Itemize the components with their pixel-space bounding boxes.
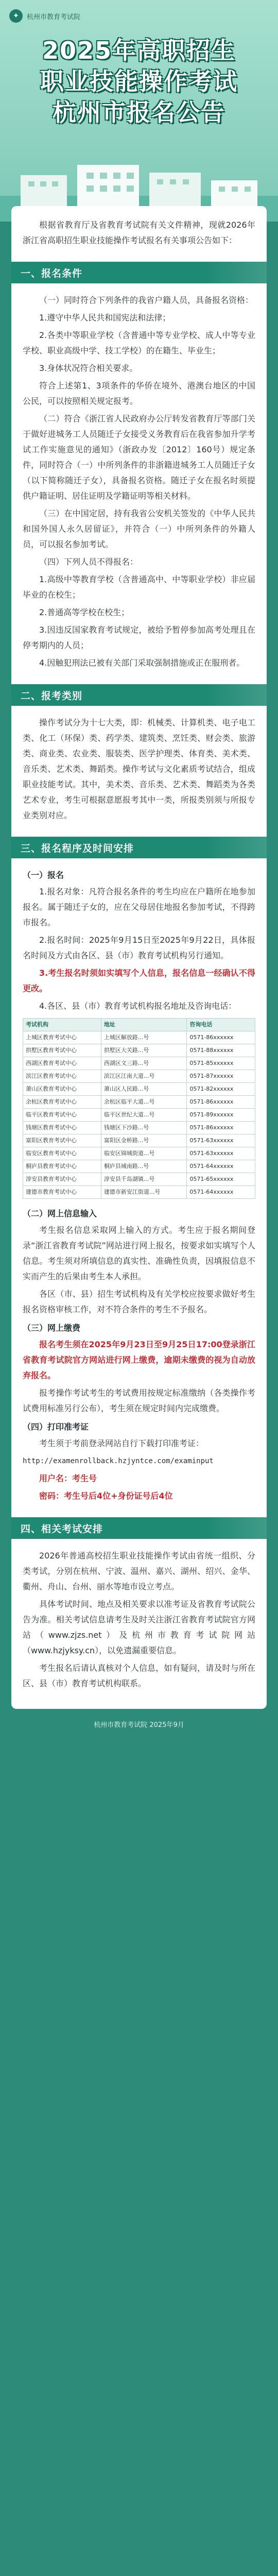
paragraph: （二）符合《浙江省人民政府办公厅转发省教育厅等部门关于做好进城务工人员随迁子女接受义务教育后在我省参加升学考试工作实施意见的通知》（浙政办发〔2012〕160号）规定条件，同时符合（一）中所列条件的非浙籍进城务工人员随迁子女（以下简称随迁子女），具备报名资格。随迁子女在报名时须提供户籍证明、居住证明及学籍证明等相关材料。	[23, 414, 255, 501]
section-header-procedure	[11, 837, 267, 858]
table-cell: 余杭区临平大道...号	[101, 1096, 186, 1109]
table-cell: 萧山区人民路...号	[101, 1083, 186, 1096]
sub-title: （四）打印准考证	[23, 1422, 89, 1432]
highlight-paragraph	[23, 965, 255, 996]
table-row	[23, 1186, 255, 1199]
footer: 杭州市教育考试院 2025年9月	[94, 1721, 184, 1729]
table-cell: 临安区锦城街道...号	[101, 1147, 186, 1160]
paragraph: 1.报名对象：凡符合报名条件的考生均应在户籍所在地参加报名。属于随迁子女的，应在父母居住地报名参加考试，不得跨市报名。	[23, 887, 255, 927]
table-cell: 滨江区江南大道...号	[101, 1070, 186, 1083]
list-item: 1.高级中等教育学校（含普通高中、中等职业学校）非应届毕业的在校生；	[23, 574, 255, 600]
table-row	[23, 1070, 255, 1083]
table-header-cell: 咨询电话	[187, 1019, 255, 1031]
table-cell: 西湖区文三路...号	[101, 1057, 186, 1070]
table-cell: 余杭区教育考试中心	[23, 1096, 101, 1109]
table-cell: 建德市教育考试中心	[23, 1186, 101, 1199]
table-cell: 建德市新安江街道...号	[101, 1186, 186, 1199]
list-item: 3.因违反国家教育考试规定，被给予暂停参加高考处理且在停考期内的人员；	[23, 625, 255, 650]
list-item: 4.因触犯刑法已被有关部门采取强制措施或正在服刑者。	[39, 658, 245, 668]
table-header-cell: 考试机构	[23, 1019, 101, 1031]
table-row	[23, 1031, 255, 1044]
paragraph: 考生报名信息采取网上输入的方式。考生应于报名期间登录“浙江省教育考试院”网站进行网上报名，按要求如实填写个人信息。考生须对所填信息的真实性、准确性负责，因填报信息不实而产生的后果由考生本人承担。	[23, 1225, 255, 1281]
table-header-row	[23, 1019, 255, 1031]
table-cell: 桐庐县教育考试中心	[23, 1160, 101, 1173]
username-text: 用户名：考生号	[39, 1473, 97, 1483]
table-row	[23, 1134, 255, 1147]
table-row	[23, 1057, 255, 1070]
table-cell: 淳安县千岛湖镇...号	[101, 1173, 186, 1186]
paragraph	[23, 1471, 255, 1486]
table-row	[23, 1147, 255, 1160]
sub-title: （二）网上信息输入	[23, 1209, 97, 1218]
list-item: 1.遵守中华人民共和国宪法和法律；	[39, 313, 171, 323]
table-cell: 0571-63xxxxxx	[187, 1147, 255, 1160]
list-item: 2.各类中等职业学校（含普通中等专业学校、成人中等专业学校、职业高级中学、技工学校）的在籍生、毕业生；	[23, 330, 255, 355]
table-cell: 临平区教育考试中心	[23, 1109, 101, 1122]
title-line-2: 职业技能操作考试	[40, 67, 238, 95]
table-row	[23, 1109, 255, 1122]
paragraph: （三）在中国定居，持有我省公安机关签发的《中华人民共和国外国人永久居留证》，并符合（一）中所列条件的外籍人员，可以报名参加考试。	[23, 509, 255, 549]
table-cell: 桐庐县城南路...号	[101, 1160, 186, 1173]
paragraph: 操作考试分为十七大类，即：机械类、计算机类、电子电工类、化工（环保）类、药学类、建筑类、烹饪类、财会类、旅游类、商业类、农业类、服装类、医学护理类、体育类、美术类、音乐类、艺术类、舞蹈类。操作考试与文化素质考试结合，组成职业技能考试。其中，美术类、音乐类、艺术类、舞蹈类为各类艺术专业，考生可根据意愿报考其中一类，所报类别须与所报专业类别对应。	[23, 718, 255, 820]
table-cell: 拱墅区大关路...号	[101, 1044, 186, 1057]
paragraph: 4.各区、县（市）教育考试机构报名地址及咨询电话：	[39, 1001, 237, 1011]
section-header-categories	[11, 684, 267, 706]
table-cell: 滨江区教育考试中心	[23, 1070, 101, 1083]
table-cell: 0571-64xxxxxx	[187, 1160, 255, 1173]
section-title: 一、报名条件	[21, 267, 83, 279]
table-row	[23, 1160, 255, 1173]
table-row	[23, 1096, 255, 1109]
logo-icon: ✦	[9, 9, 23, 23]
table-body	[23, 1031, 255, 1199]
section-header-exam	[11, 1517, 267, 1539]
sub-title: （一）报名	[23, 870, 64, 880]
table-row	[23, 1173, 255, 1186]
table-cell: 0571-86xxxxxx	[187, 1031, 255, 1044]
table-cell: 0571-86xxxxxx	[187, 1096, 255, 1109]
table-header-cell: 地址	[101, 1019, 186, 1031]
table-cell: 0571-87xxxxxx	[187, 1070, 255, 1083]
paragraph: 符合上述第1、3项条件的华侨在境外、港澳台地区的中国公民，可以按照相关规定报考。	[23, 381, 255, 406]
table-cell: 0571-82xxxxxx	[187, 1083, 255, 1096]
title-line-3: 杭州市报名公告	[53, 98, 225, 126]
table-cell: 拱墅区教育考试中心	[23, 1044, 101, 1057]
table-row	[23, 1122, 255, 1134]
table-cell: 0571-89xxxxxx	[187, 1109, 255, 1122]
table-cell: 0571-63xxxxxx	[187, 1134, 255, 1147]
section-title: 四、相关考试安排	[21, 1523, 103, 1535]
highlight-text: 3.考生报名时须如实填写个人信息，报名信息一经确认不得更改。	[23, 968, 255, 993]
paragraph: 考生报名后请认真核对个人信息，如有疑问，请及时与所在区、县（市）教育考试机构联系。	[23, 1663, 255, 1688]
table-cell: 富阳区金桥路...号	[101, 1134, 186, 1147]
paragraph: （一）同时符合下列条件的我省户籍人员，具备报名资格：	[39, 295, 254, 305]
table-cell: 临安区教育考试中心	[23, 1147, 101, 1160]
table-cell: 富阳区教育考试中心	[23, 1134, 101, 1147]
intro-paragraph: 根据省教育厅及省教育考试院有关文件精神，现就2026年浙江省高职招生职业技能操作考试报名有关事项公告如下：	[23, 220, 255, 245]
paragraph: （四）下列人员不得报名：	[39, 557, 138, 567]
sub-title: （三）网上缴费	[23, 1323, 81, 1333]
table-row	[23, 1044, 255, 1057]
paragraph: 具体考试时间、地点及相关要求以准考证及省教育考试院公告为准。相关考试信息请考生及时关注浙江省教育考试院官方网站（www.zjzs.net）及杭州市教育考试院网站（www.hzjyksy.cn），以免遗漏重要信息。	[23, 1599, 255, 1655]
contact-table	[23, 1018, 255, 1199]
section-title: 三、报名程序及时间安排	[21, 842, 134, 854]
highlight-paragraph	[23, 1337, 255, 1383]
logo	[9, 9, 80, 23]
page-title	[0, 35, 278, 128]
table-cell: 0571-86xxxxxx	[187, 1122, 255, 1134]
logo-text: 杭州市教育考试院	[27, 13, 81, 21]
table-cell: 临平区世纪大道...号	[101, 1109, 186, 1122]
paragraph: 2026年普通高校招生职业技能操作考试由省统一组织、分类考试，分别在杭州、宁波、温州、嘉兴、湖州、绍兴、金华、衢州、舟山、台州、丽水等地市设立考点。	[23, 1551, 255, 1591]
header-banner	[0, 0, 278, 222]
paragraph: 考生须于考前登录网站自行下载打印准考证：	[39, 1438, 204, 1448]
password-text: 密码：考生号后4位+身份证号后4位	[39, 1491, 173, 1501]
table-cell: 淳安县教育考试中心	[23, 1173, 101, 1186]
table-cell: 西湖区教育考试中心	[23, 1057, 101, 1070]
paragraph: 报考操作考试考生的考试费用按规定标准缴纳（各类操作考试费用标准另行公布），考生须在规定时间内完成缴费。	[23, 1388, 255, 1413]
table-cell: 0571-65xxxxxx	[187, 1173, 255, 1186]
section-header-conditions	[11, 262, 267, 283]
table-cell: 上城区解放路...号	[101, 1031, 186, 1044]
table-cell: 0571-88xxxxxx	[187, 1044, 255, 1057]
table-cell: 钱塘区下沙路...号	[101, 1122, 186, 1134]
table-cell: 0571-64xxxxxx	[187, 1186, 255, 1199]
list-item: 2.普通高等学校在校生；	[39, 607, 130, 617]
table-cell: 萧山区教育考试中心	[23, 1083, 101, 1096]
table-cell: 钱塘区教育考试中心	[23, 1122, 101, 1134]
title-line-1: 2025年高职招生	[42, 37, 236, 64]
table-row	[23, 1083, 255, 1096]
table-cell: 0571-85xxxxxx	[187, 1057, 255, 1070]
paragraph: 2.报名时间：2025年9月15日至2025年9月22日，具体报名时间及方式由各区、县（市）教育考试机构另行通知。	[23, 935, 255, 960]
section-title: 二、报考类别	[21, 690, 83, 702]
list-item: 3.身体状况符合相关要求。	[39, 363, 138, 373]
paragraph	[23, 1488, 255, 1504]
paragraph: 各区（市、县）招生考试机构及有关学校应按要求做好考生报名资格审核工作，对不符合条件的考生不予报名。	[23, 1289, 255, 1314]
admit-card-link[interactable]: http://examenrollback.hzjyntce.com/examinput	[23, 1457, 214, 1465]
table-cell: 上城区教育考试中心	[23, 1031, 101, 1044]
highlight-text: 报名考生须在2025年9月23日至9月25日17:00登录浙江省教育考试院官方网站进行网上缴费，逾期未缴费的视为自动放弃报名。	[23, 1340, 255, 1380]
content-card	[11, 206, 267, 1709]
